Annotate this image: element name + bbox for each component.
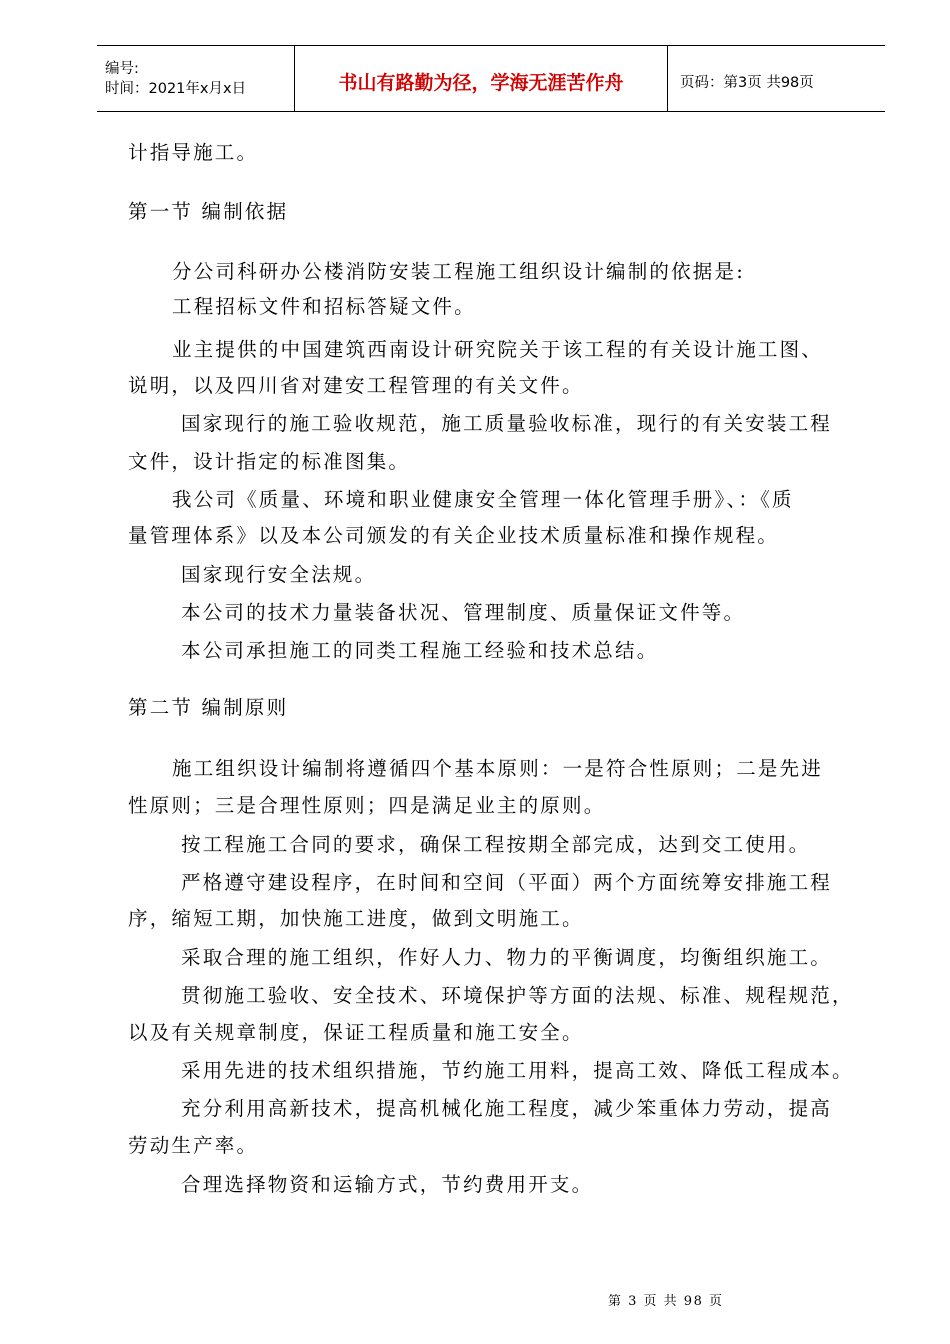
text-line: 充分利用高新技术，提高机械化施工程度，减少笨重体力劳动，提高 (181, 1097, 833, 1120)
text-line: 贯彻施工验收、安全技术、环境保护等方面的法规、标准、规程规范， (181, 984, 854, 1007)
text-line: 本公司的技术力量装备状况、管理制度、质量保证文件等。 (181, 601, 746, 624)
header-motto: 书山有路勤为径，学海无涯苦作舟 (295, 46, 668, 111)
text-line: 业主提供的中国建筑西南设计研究院关于该工程的有关设计施工图、 (172, 338, 824, 361)
text-line: 按工程施工合同的要求，确保工程按期全部完成，达到交工使用。 (181, 833, 811, 856)
text-line: 我公司《质量、环境和职业健康安全管理一体化管理手册》、：《质 (172, 488, 794, 511)
text-line: 施工组织设计编制将遵循四个基本原则：一是符合性原则；二是先进 (172, 757, 824, 780)
page-footer: 第 3 页 共 98 页 (608, 1294, 724, 1309)
text-line: 严格遵守建设程序，在时间和空间（平面）两个方面统筹安排施工程 (181, 871, 833, 894)
text-line: 本公司承担施工的同类工程施工经验和技术总结。 (181, 639, 659, 662)
header-page-number: 页码：第3页 共98页 (680, 75, 814, 91)
text-line: 合理选择物资和运输方式，节约费用开支。 (181, 1173, 594, 1196)
section-heading: 第二节 编制原则 (128, 696, 289, 719)
text-line: 采用先进的技术组织措施，节约施工用料，提高工效、降低工程成本。 (181, 1059, 854, 1082)
text-line: 分公司科研办公楼消防安装工程施工组织设计编制的依据是: (172, 260, 745, 283)
text-line: 文件，设计指定的标准图集。 (128, 450, 411, 473)
text-line: 劳动生产率。 (128, 1134, 259, 1157)
text-line: 计指导施工。 (128, 141, 259, 164)
text-line: 国家现行安全法规。 (181, 563, 377, 586)
text-line: 国家现行的施工验收规范，施工质量验收标准，现行的有关安装工程 (181, 412, 833, 435)
time-label: 时间：2021年x月x日 (105, 80, 247, 97)
text-line: 以及有关规章制度，保证工程质量和施工安全。 (128, 1021, 584, 1044)
text-line: 采取合理的施工组织，作好人力、物力的平衡调度，均衡组织施工。 (181, 946, 833, 969)
text-line: 性原则；三是合理性原则；四是满足业主的原则。 (128, 794, 606, 817)
section-heading: 第一节 编制依据 (128, 200, 289, 223)
text-line: 工程招标文件和招标答疑文件。 (172, 295, 476, 318)
page-header (97, 45, 885, 112)
serial-label: 编号: (105, 60, 139, 77)
text-line: 序，缩短工期，加快施工进度，做到文明施工。 (128, 907, 584, 930)
text-line: 说明，以及四川省对建安工程管理的有关文件。 (128, 374, 584, 397)
text-line: 量管理体系》以及本公司颁发的有关企业技术质量标准和操作规程。 (128, 524, 780, 547)
header-meta (97, 46, 295, 111)
